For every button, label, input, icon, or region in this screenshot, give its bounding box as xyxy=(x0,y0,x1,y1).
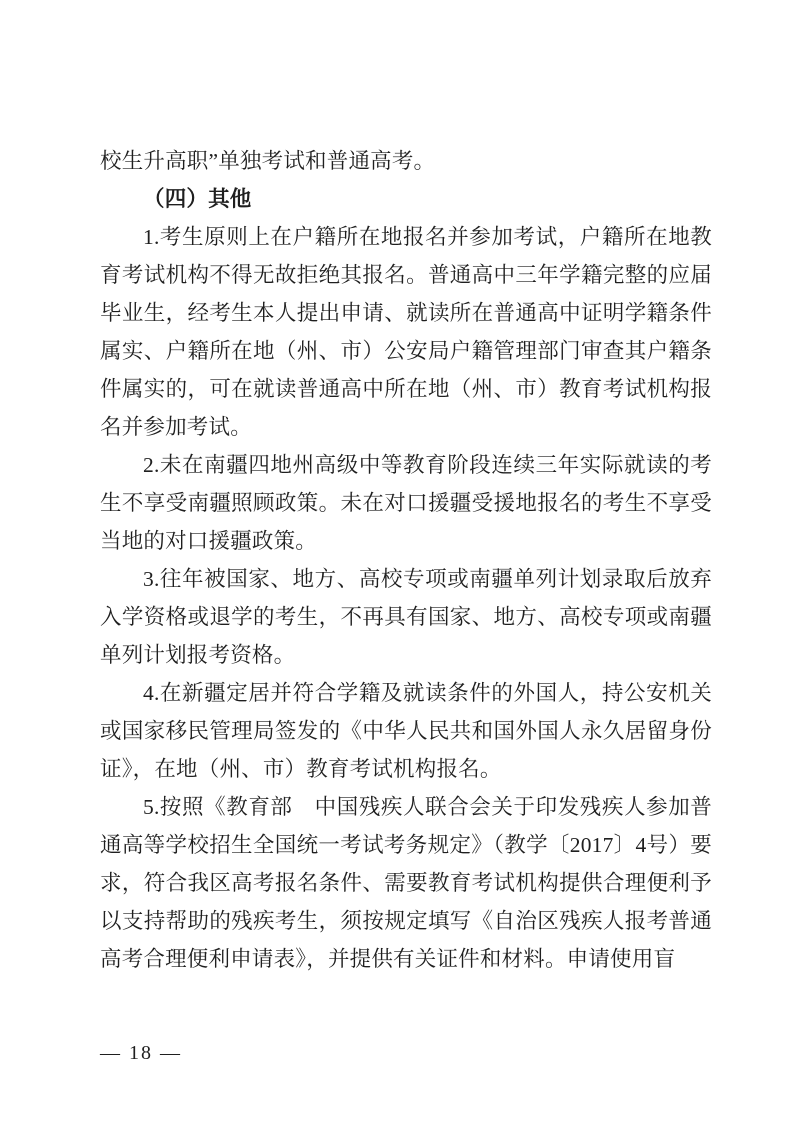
paragraph-item-1: 1.考生原则上在户籍所在地报名并参加考试，户籍所在地教育考试机构不得无故拒绝其报名。普通高中三年学籍完整的应届毕业生，经考生本人提出申请、就读所在普通高中证明学籍条件属实、户籍所在地（州、市）公安局户籍管理部门审查其户籍条件属实的，可在就读普通高中所在地（州、市）教育考试机构报名并参加考试。 xyxy=(100,225,712,439)
paragraph-item-3: 3.往年被国家、地方、高校专项或南疆单列计划录取后放弃入学资格或退学的考生，不再具有国家、地方、高校专项或南疆单列计划报考资格。 xyxy=(100,567,712,667)
page-number: — 18 — xyxy=(100,1042,182,1064)
document-body xyxy=(100,142,712,978)
paragraph-item-4: 4.在新疆定居并符合学籍及就读条件的外国人，持公安机关或国家移民管理局签发的《中华人民共和国外国人永久居留身份证》，在地（州、市）教育考试机构报名。 xyxy=(100,681,712,781)
section-heading: （四）其他 xyxy=(143,187,252,211)
paragraph-item-2: 2.未在南疆四地州高级中等教育阶段连续三年实际就读的考生不享受南疆照顾政策。未在对口援疆受援地报名的考生不享受当地的对口援疆政策。 xyxy=(100,453,712,553)
paragraph-continuation: 校生升高职”单独考试和普通高考。 xyxy=(100,149,436,173)
paragraph-item-5: 5.按照《教育部 中国残疾人联合会关于印发残疾人参加普通高等学校招生全国统一考试考务规定》（教学〔2017〕4号）要求，符合我区高考报名条件、需要教育考试机构提供合理便利予以支持帮助的残疾考生，须按规定填写《自治区残疾人报考普通高考合理便利申请表》，并提供有关证件和材料。申请使用盲 xyxy=(100,795,712,971)
